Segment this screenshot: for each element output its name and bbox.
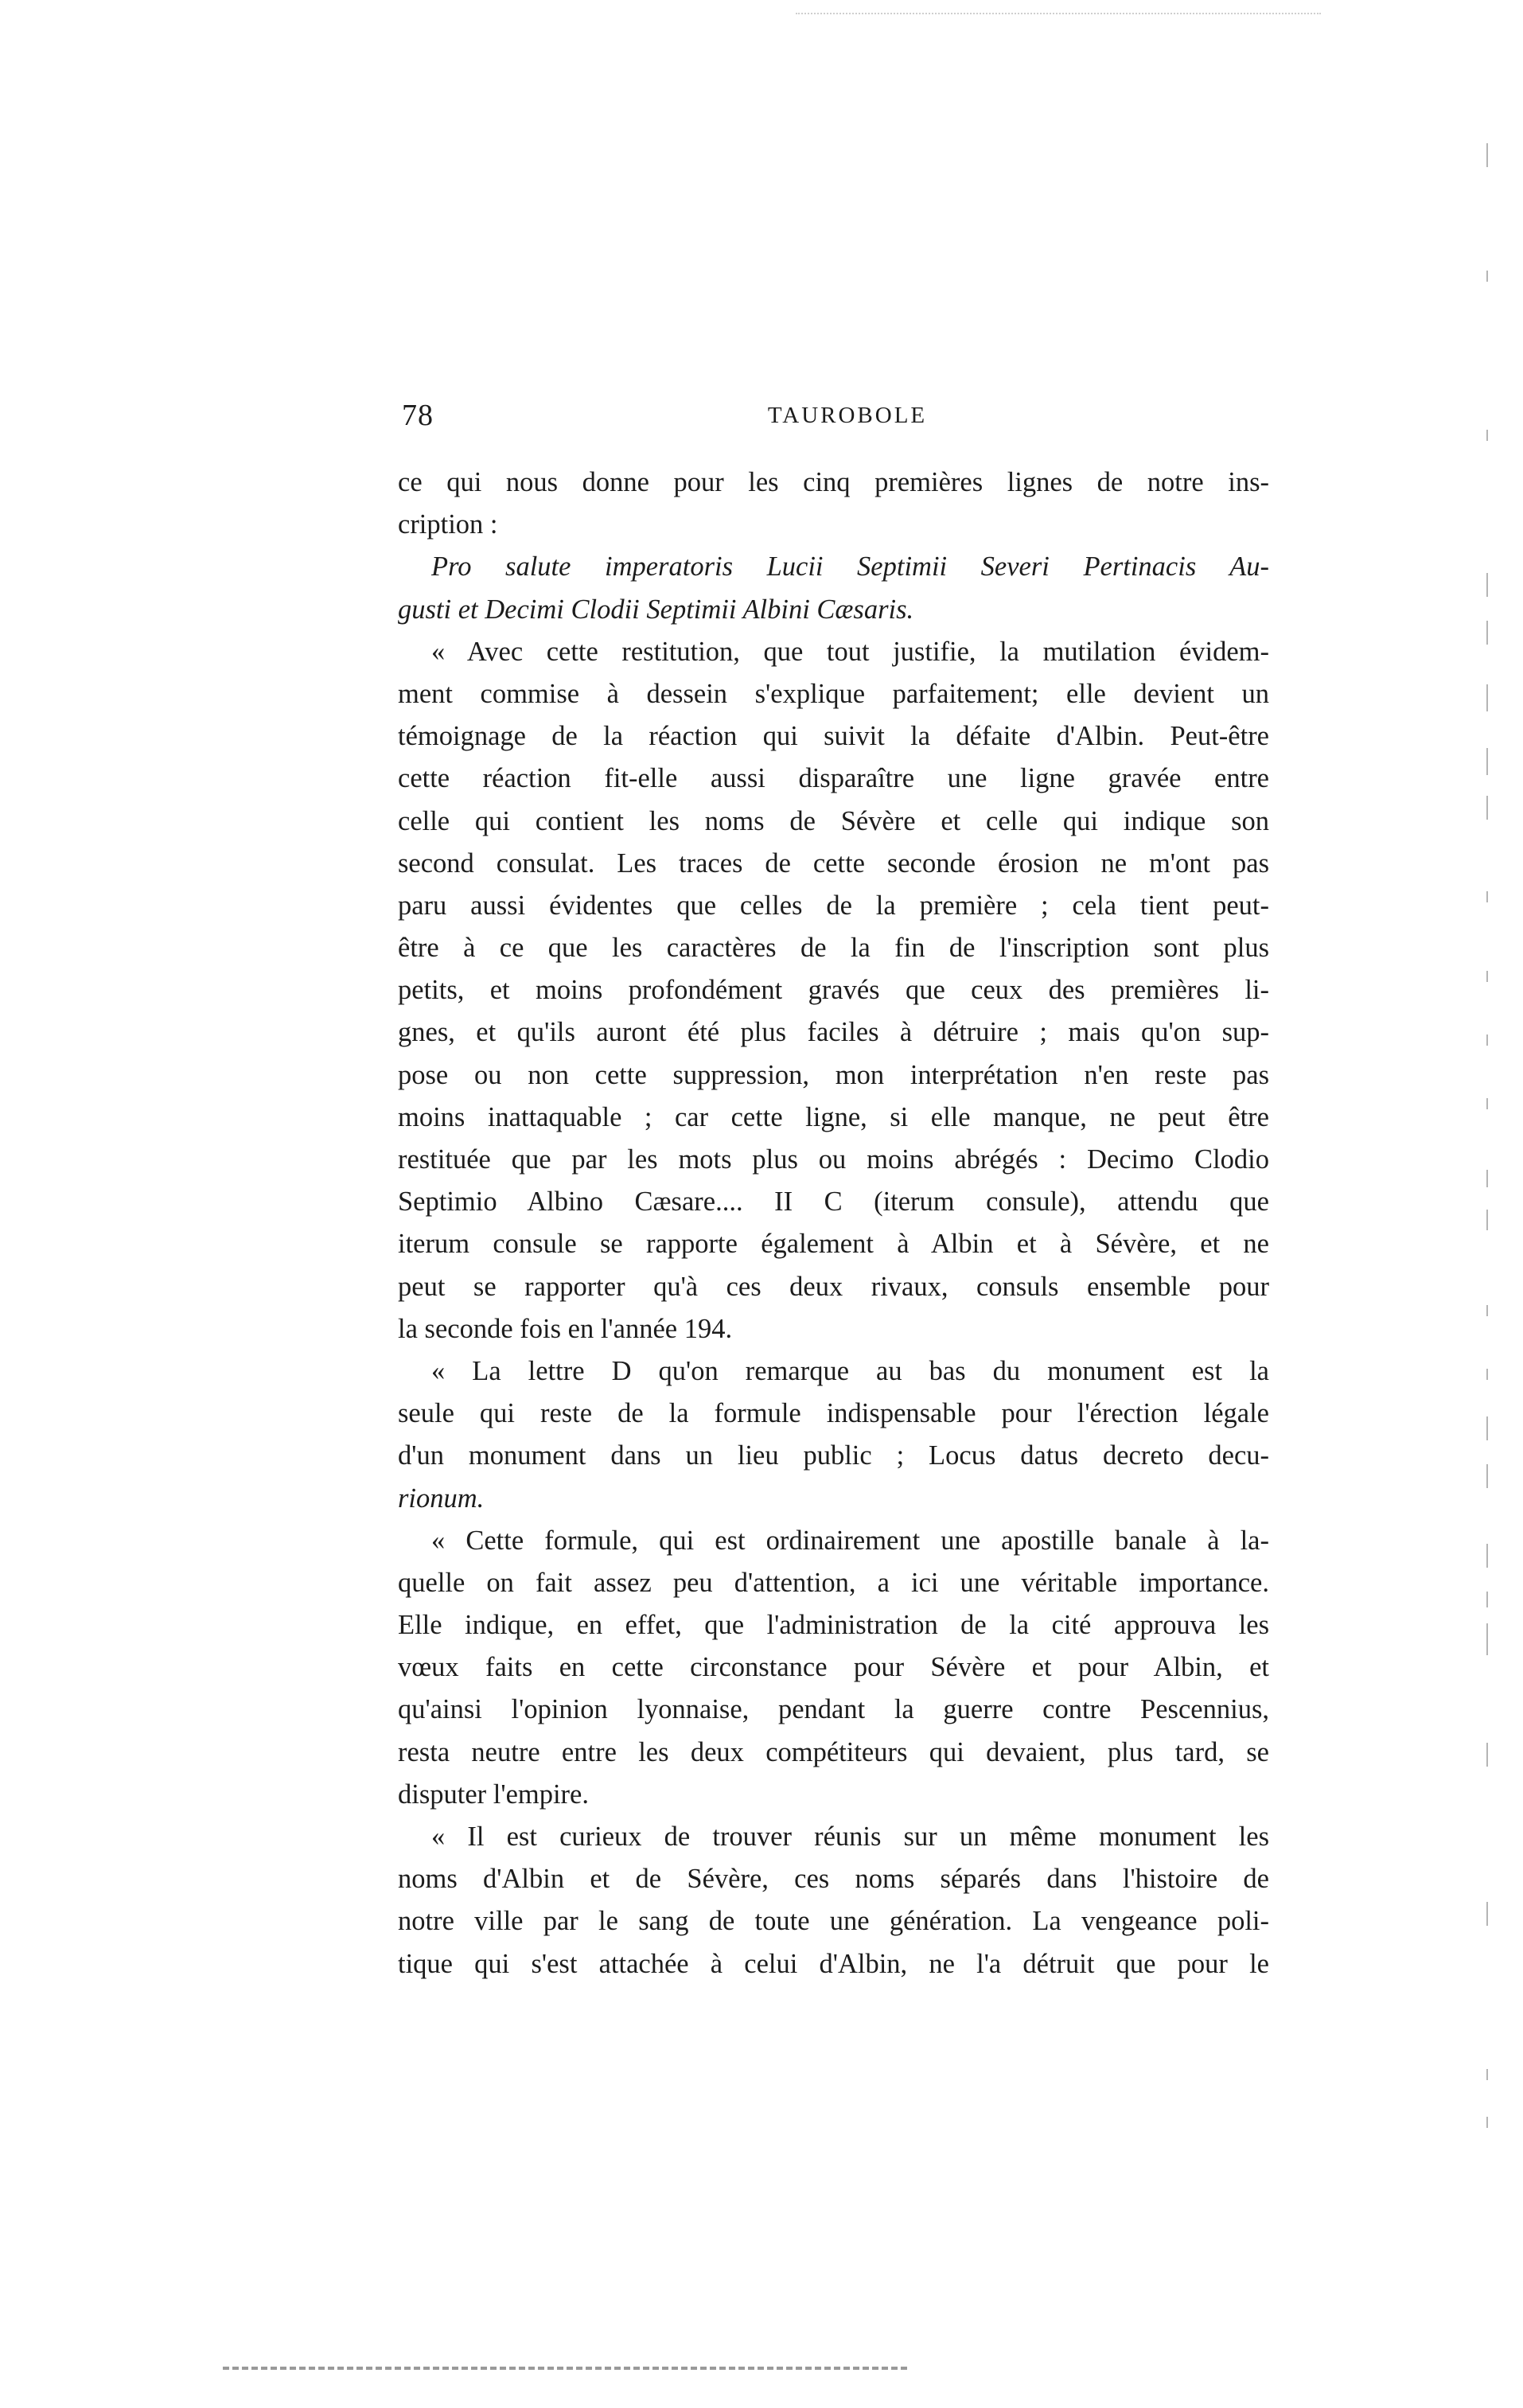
text-line: paru aussi évidentes que celles de la première ; cela tient peut- [398, 890, 1269, 921]
text-line: la seconde fois en l'année 194. [398, 1313, 733, 1344]
text-line: être à ce que les caractères de la fin de l'inscription sont plus [398, 933, 1269, 964]
text-line: Elle indique, en effet, que l'administration de la cité approuva les [398, 1610, 1269, 1641]
text-line: « Il est curieux de trouver réunis sur un même monument les [431, 1822, 1269, 1852]
page-number: 78 [402, 399, 434, 432]
text-line: celle qui contient les noms de Sévère et celle qui indique son [398, 805, 1269, 836]
text-line: d'un monument dans un lieu public ; Locus datus decreto decu- [398, 1440, 1269, 1471]
text-line: moins inattaquable ; car cette ligne, si elle manque, ne peut être [398, 1101, 1269, 1132]
text-line: Septimio Albino Cæsare.... II C (iterum consule), attendu que [398, 1186, 1269, 1218]
text-line: petits, et moins profondément gravés que ceux des premières li- [398, 975, 1269, 1006]
text-line: resta neutre entre les deux compétiteurs qui devaient, plus tard, se [398, 1736, 1269, 1767]
body-text [398, 462, 1269, 1985]
text-line: rionum. [398, 1483, 485, 1514]
text-line: notre ville par le sang de toute une génération. La vengeance poli- [398, 1906, 1269, 1937]
text-line: restituée que par les mots plus ou moins abrégés : Decimo Clodio [398, 1144, 1269, 1175]
text-line: pose ou non cette suppression, mon interprétation n'en reste pas [398, 1059, 1269, 1090]
page-header [402, 398, 1269, 454]
running-title: TAUROBOLE [767, 403, 928, 428]
scan-artifact-top [796, 13, 1321, 18]
text-line: quelle on fait assez peu d'attention, a ici une véritable importance. [398, 1567, 1269, 1598]
text-line: gnes, et qu'ils auront été plus faciles à détruire ; mais qu'on sup- [398, 1017, 1269, 1048]
text-line: ment commise à dessein s'explique parfaitement; elle devient un [398, 678, 1269, 709]
text-line: Pro salute imperatoris Lucii Septimii Severi Pertinacis Au- [431, 551, 1269, 583]
text-line: cription : [398, 509, 498, 540]
text-line: second consulat. Les traces de cette seconde érosion ne m'ont pas [398, 847, 1269, 879]
text-line: noms d'Albin et de Sévère, ces noms séparés dans l'histoire de [398, 1864, 1269, 1895]
scan-margin-marks [1486, 143, 1490, 2172]
scan-artifact-bottom [223, 2367, 907, 2375]
text-line: tique qui s'est attachée à celui d'Albin, ne l'a détruit que pour le [398, 1948, 1269, 1979]
text-line: qu'ainsi l'opinion lyonnaise, pendant la guerre contre Pescennius, [398, 1694, 1269, 1725]
text-line: seule qui reste de la formule indispensable pour l'érection légale [398, 1398, 1269, 1429]
text-line: disputer l'empire. [398, 1779, 589, 1810]
text-line: peut se rapporter qu'à ces deux rivaux, consuls ensemble pour [398, 1271, 1269, 1302]
text-line: gusti et Decimi Clodii Septimii Albini Cæsaris. [398, 594, 914, 625]
text-line: vœux faits en cette circonstance pour Sévère et pour Albin, et [398, 1652, 1269, 1683]
text-line: « Cette formule, qui est ordinairement une apostille banale à la- [431, 1525, 1269, 1556]
text-line: cette réaction fit-elle aussi disparaître une ligne gravée entre [398, 763, 1269, 794]
text-line: « La lettre D qu'on remarque au bas du monument est la [431, 1355, 1269, 1386]
text-line: iterum consule se rapporte également à Albin et à Sévère, et ne [398, 1229, 1269, 1260]
text-line: ce qui nous donne pour les cinq premières lignes de notre ins- [398, 467, 1269, 497]
text-line: témoignage de la réaction qui suivit la défaite d'Albin. Peut-être [398, 721, 1269, 752]
text-line: « Avec cette restitution, que tout justifie, la mutilation évidem- [431, 636, 1269, 667]
